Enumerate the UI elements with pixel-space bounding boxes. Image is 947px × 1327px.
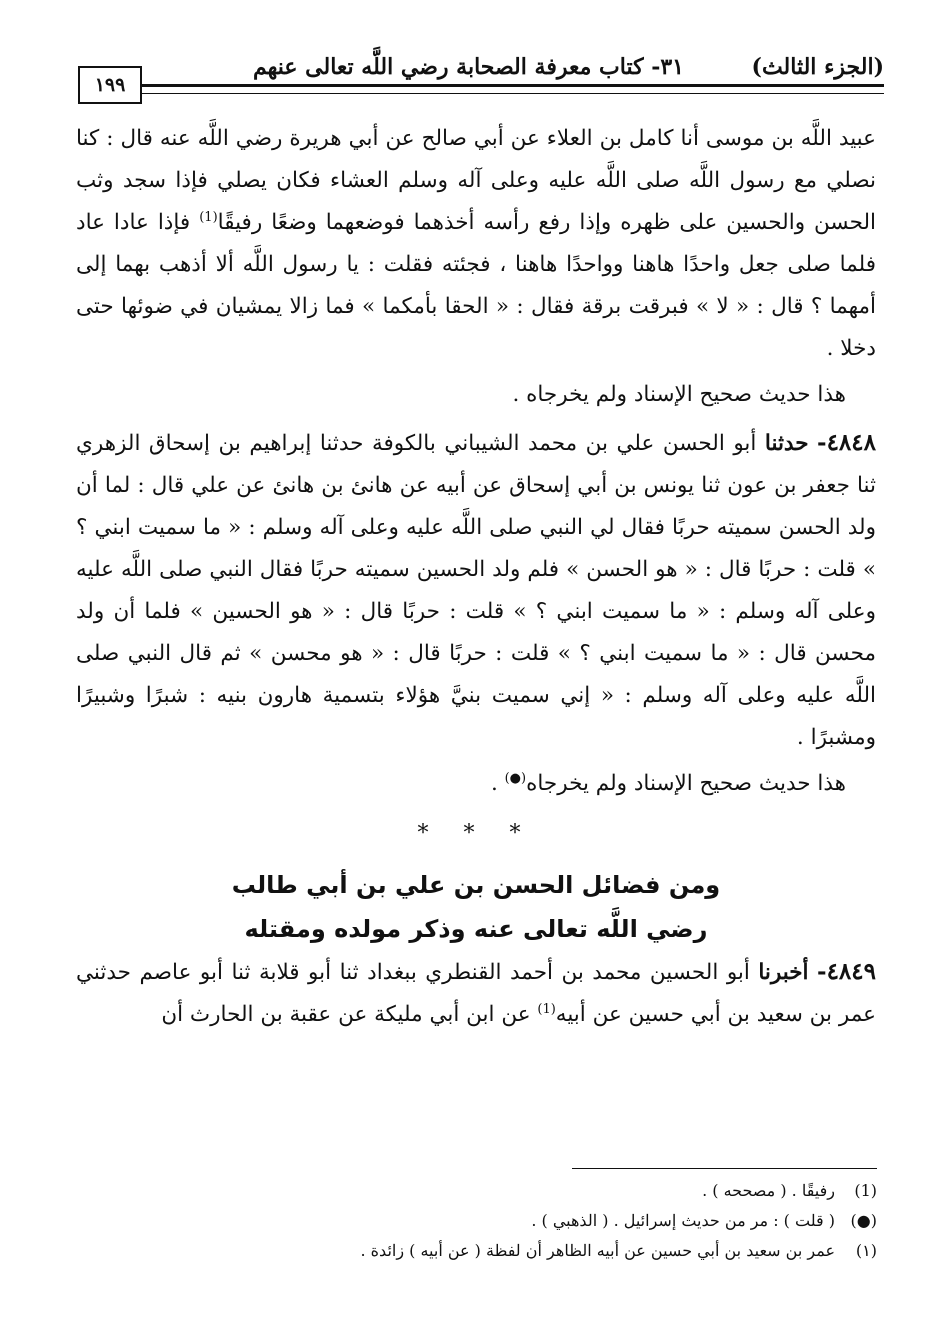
footnote-mark: (١) xyxy=(855,1241,877,1260)
section-title-line-1: ومن فضائل الحسن بن علي بن أبي طالب xyxy=(231,871,721,899)
main-text xyxy=(76,118,876,1036)
hadith-text: أبو الحسن علي بن محمد الشيباني بالكوفة حدثنا إبراهيم بن إسحاق الزهري ثنا جعفر بن عون ثنا يونس بن أبي إسحاق عن أبيه عن هانئ بن هانئ عن علي قال : لما أن ولد الحسن سميته حربًا فقال لي النبي صلى اللَّه عليه وعلى آله وسلم : « ما سميت ابني ؟ » قلت : حربًا قال : « هو الحسن » فلم ولد الحسين سميته حربًا فقال النبي صلى اللَّه عليه وعلى آله وسلم : « ما سميت ابني ؟ » قلت : حربًا قال : « هو الحسين » فلما أن ولد محسن قال : « ما سميت ابني ؟ » قلت : حربًا قال : « هو محسن » ثم قال النبي صلى اللَّه عليه وعلى آله وسلم : « إني سميت بنيَّ هؤلاء بتسمية هارون بنيه : شبرًا وشبيرًا ومشبرًا . xyxy=(76,431,876,750)
section-separator: * * * xyxy=(417,821,535,846)
hadith-lead-word: حدثنا xyxy=(764,431,809,456)
header-rule-thin xyxy=(140,93,884,94)
text-run: هذا حديث صحيح الإسناد ولم يخرجاه xyxy=(526,771,846,796)
footnote-text: عمر بن سعيد بن أبي حسين عن أبيه الظاهر أن لفظة ( عن أبيه ) زائدة . xyxy=(360,1241,835,1260)
verdict-line xyxy=(76,763,876,805)
hadith-number: ٤٨٤٨- xyxy=(817,429,876,456)
header-rule-thick xyxy=(140,84,884,87)
hadith-4849 xyxy=(76,951,876,1036)
text-run: عبيد اللَّه بن موسى أنا كامل بن العلاء عن أبي صالح عن أبي هريرة رضي اللَّه عنه قال : كنا نصلي مع رسول اللَّه صلى اللَّه عليه وعلى آله وسلم العشاء فكان يصلي فإذا سجد وثب الحسن والحسين على ظهره وإذا رفع رأسه أخذهما فوضعهما وضعًا رفيقًا xyxy=(76,126,877,235)
section-title-line-2: رضي اللَّه تعالى عنه وذكر مولده ومقتله xyxy=(244,915,708,943)
chapter-title: ٣١- كتاب معرفة الصحابة رضي اللَّه تعالى عنهم xyxy=(252,54,684,80)
page-header xyxy=(72,40,884,100)
page-number: ١٩٩ xyxy=(78,66,142,104)
footnote-mark: (1) xyxy=(854,1181,877,1200)
footnote-mark: (●) xyxy=(850,1211,877,1230)
footnote-ref: (1) xyxy=(537,1001,556,1017)
hadith-text: أبو الحسين محمد بن أحمد القنطري ببغداد ثنا أبو قلابة ثنا أبو عاصم حدثني عمر بن سعيد بن أبي حسين عن أبيه xyxy=(76,960,876,1027)
footnote-text: رفيقًا . ( مصححه ) . xyxy=(702,1181,835,1200)
hadith-4848 xyxy=(76,422,876,759)
paragraph-continued xyxy=(76,118,876,370)
text-run: . xyxy=(490,771,505,796)
footnote-text: ( قلت ) : مر من حديث إسرائيل . ( الذهبي ) . xyxy=(531,1211,835,1230)
footnotes xyxy=(77,1176,877,1266)
hadith-number: ٤٨٤٩- xyxy=(817,958,876,985)
text-run: فإذا عادا عاد فلما صلى جعل واحدًا هاهنا وواحدًا هاهنا ، فجئته فقلت : يا رسول اللَّه ألا أذهب بهما إلى أمهما ؟ قال : « لا » فبرقت برقة فقال : « الحقا بأمكما » فما زالا يمشيان في ضوئها حتى دخلا . xyxy=(76,210,876,361)
footnote-ref: (1) xyxy=(199,209,218,225)
footnote-ref: (●) xyxy=(504,770,527,786)
footnote-divider xyxy=(572,1168,877,1169)
footnote xyxy=(77,1236,877,1266)
verdict-line: هذا حديث صحيح الإسناد ولم يخرجاه . xyxy=(512,382,846,407)
hadith-lead-word: أخبرنا xyxy=(758,960,809,985)
hadith-text: عن ابن أبي مليكة عن عقبة بن الحارث أن xyxy=(161,1002,538,1027)
volume-label: (الجزء الثالث) xyxy=(751,54,884,80)
footnote xyxy=(77,1206,877,1236)
footnote xyxy=(77,1176,877,1206)
